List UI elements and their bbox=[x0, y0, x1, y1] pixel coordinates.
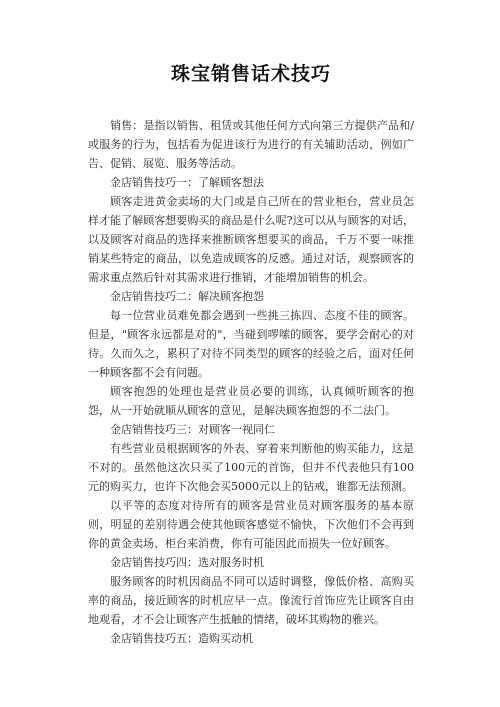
section-1-heading: 金店销售技巧一：了解顾客想法 bbox=[110, 176, 264, 189]
section-2-paragraph-2: 顾客抱怨的处理也是营业员必要的训练，认真倾听顾客的抱怨，从一开始就顺从顾客的意见，是解决顾客抱怨的不二法门。 bbox=[88, 385, 414, 417]
section-1-paragraph-1: 顾客走进黄金卖场的大门或是自己所在的营业柜台，营业员怎样才能了解顾客想要购买的商品是什么呢?这可以从与顾客的对话，以及顾客对商品的选择来推断顾客想要买的商品，千万不要一味推销某些特定的商品，以免造成顾客的反感。通过对话，观察顾客的需求重点然后针对其需求进行推销，才能增加销售的机会。 bbox=[88, 195, 414, 284]
section-2-heading: 金店销售技巧二：解决顾客抱怨 bbox=[110, 290, 264, 303]
section-4-paragraph-1: 服务顾客的时机因商品不同可以适时调整，像低价格、高购买率的商品，接近顾客的时机应早一点。像流行首饰应先让顾客自由地观看，才不会让顾客产生抵触的情绪，破坏其购物的雅兴。 bbox=[88, 575, 414, 626]
section-2-paragraph-1: 每一位营业员难免都会遇到一些挑三拣四、态度不佳的顾客。但是，"顾客永远都是对的"，当碰到啰嗦的顾客，要学会耐心的对待。久而久之，累积了对待不同类型的顾客的经验之后，面对任何一种顾客都不会有问题。 bbox=[88, 309, 414, 379]
section-3-heading: 金店销售技巧三：对顾客一视同仁 bbox=[110, 423, 275, 436]
section-3-paragraph-1: 有些营业员根据顾客的外表、穿着来判断他的购买能力，这是不对的。虽然他这次只买了100元的首饰，但并不代表他只有100元的购买力，也许下次他会买5000元以上的钻戒，谁都无法预测。 bbox=[88, 442, 414, 493]
section-5-heading: 金店销售技巧五：造购买动机 bbox=[110, 632, 253, 645]
section-3-paragraph-2: 以平等的态度对待所有的顾客是营业员对顾客服务的基本原则，明显的差别待遇会使其他顾客感觉不愉快，下次他们不会再到你的黄金卖场、柜台来消费，你有可能因此而损失一位好顾客。 bbox=[88, 499, 414, 550]
intro-paragraph: 销售：是指以销售、租赁或其他任何方式向第三方提供产品和/或服务的行为，包括看为促进该行为进行的有关辅助活动，例如广告、促销、展览、服务等活动。 bbox=[88, 119, 414, 170]
document-title: 珠宝销售话术技巧 bbox=[170, 63, 331, 85]
section-4-heading: 金店销售技巧四：选对服务时机 bbox=[110, 556, 264, 569]
